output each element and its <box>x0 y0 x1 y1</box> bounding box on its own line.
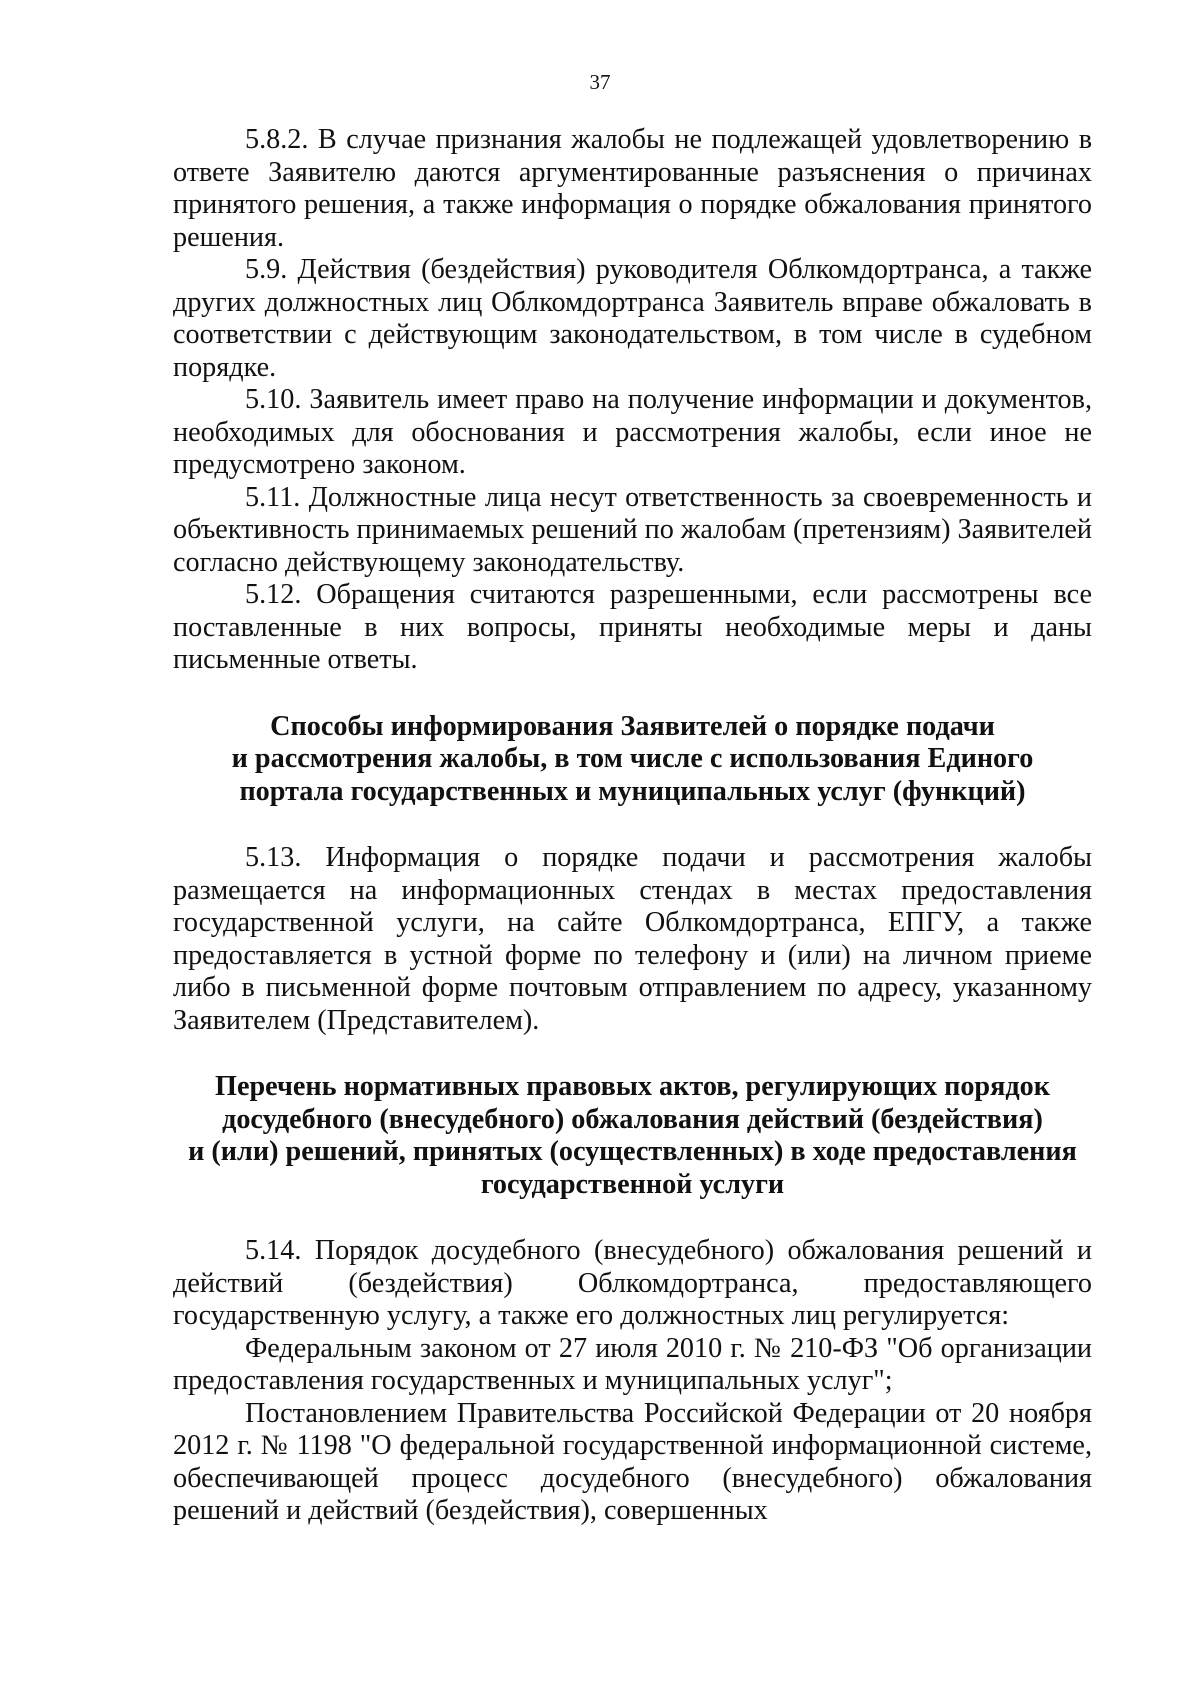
heading-line: государственной услуги <box>480 1168 785 1200</box>
spacer <box>173 808 1092 842</box>
heading-line: досудебного (внесудебного) обжалования действий (бездействия) <box>222 1103 1043 1135</box>
spacer <box>173 1037 1092 1071</box>
paragraph-5-8-2: 5.8.2. В случае признания жалобы не подлежащей удовлетворению в ответе Заявителю даются аргументированные разъяснения о причинах принятого решения, а также информация о порядке обжалования принятого решения. <box>173 124 1092 253</box>
spacer <box>173 1201 1092 1235</box>
paragraph-5-14: 5.14. Порядок досудебного (внесудебного) обжалования решений и действий (бездействия) Облкомдортранса, предоставляющего государственную услугу, а также его должностных лиц регулируется: <box>173 1235 1092 1331</box>
paragraph-5-10: 5.10. Заявитель имеет право на получение информации и документов, необходимых для обоснования и рассмотрения жалобы, если иное не предусмотрено законом. <box>173 384 1092 480</box>
paragraph-resolution-1198: Постановлением Правительства Российской Федерации от 20 ноября 2012 г. № 1198 "О федеральной государственной информационной системе, обеспечивающей процесс досудебного (внесудебного) обжалования решений и действий (бездействия), совершенных <box>173 1397 1092 1526</box>
document-body <box>173 124 1092 1528</box>
paragraph-5-9: 5.9. Действия (бездействия) руководителя Облкомдортранса, а также других должностных лиц Облкомдортранса Заявитель вправе обжаловать в соответствии с действующим законодательством, в том числе в судебном порядке. <box>173 254 1092 383</box>
paragraph-federal-law-210: Федеральным законом от 27 июля 2010 г. № 210-ФЗ "Об организации предоставления государственных и муниципальных услуг"; <box>173 1332 1092 1396</box>
paragraph-5-12: 5.12. Обращения считаются разрешенными, если рассмотрены все поставленные в них вопросы, приняты необходимые меры и даны письменные ответы. <box>173 579 1092 675</box>
page-number: 37 <box>589 70 611 94</box>
paragraph-5-13: 5.13. Информация о порядке подачи и рассмотрения жалобы размещается на информационных стендах в местах предоставления государственной услуги, на сайте Облкомдортранса, ЕПГУ, а также предоставляется в устной форме по телефону и (или) на личном приеме либо в письменной форме почтовым отправлением по адресу, указанному Заявителем (Представителем). <box>173 842 1092 1036</box>
paragraph-5-11: 5.11. Должностные лица несут ответственность за своевременность и объективность принимаемых решений по жалобам (претензиям) Заявителей согласно действующему законодательству. <box>173 481 1092 578</box>
heading-line: портала государственных и муниципальных услуг (функций) <box>239 775 1026 807</box>
section-heading-informing <box>173 711 1092 809</box>
heading-line: и (или) решений, принятых (осуществленных) в ходе предоставления <box>188 1136 1077 1167</box>
section-heading-legal-acts <box>173 1071 1092 1201</box>
heading-line: и рассмотрения жалобы, в том числе с использования Единого <box>231 743 1034 774</box>
heading-line: Способы информирования Заявителей о порядке подачи <box>270 710 995 742</box>
spacer <box>173 677 1092 711</box>
heading-line: Перечень нормативных правовых актов, регулирующих порядок <box>215 1071 1050 1102</box>
